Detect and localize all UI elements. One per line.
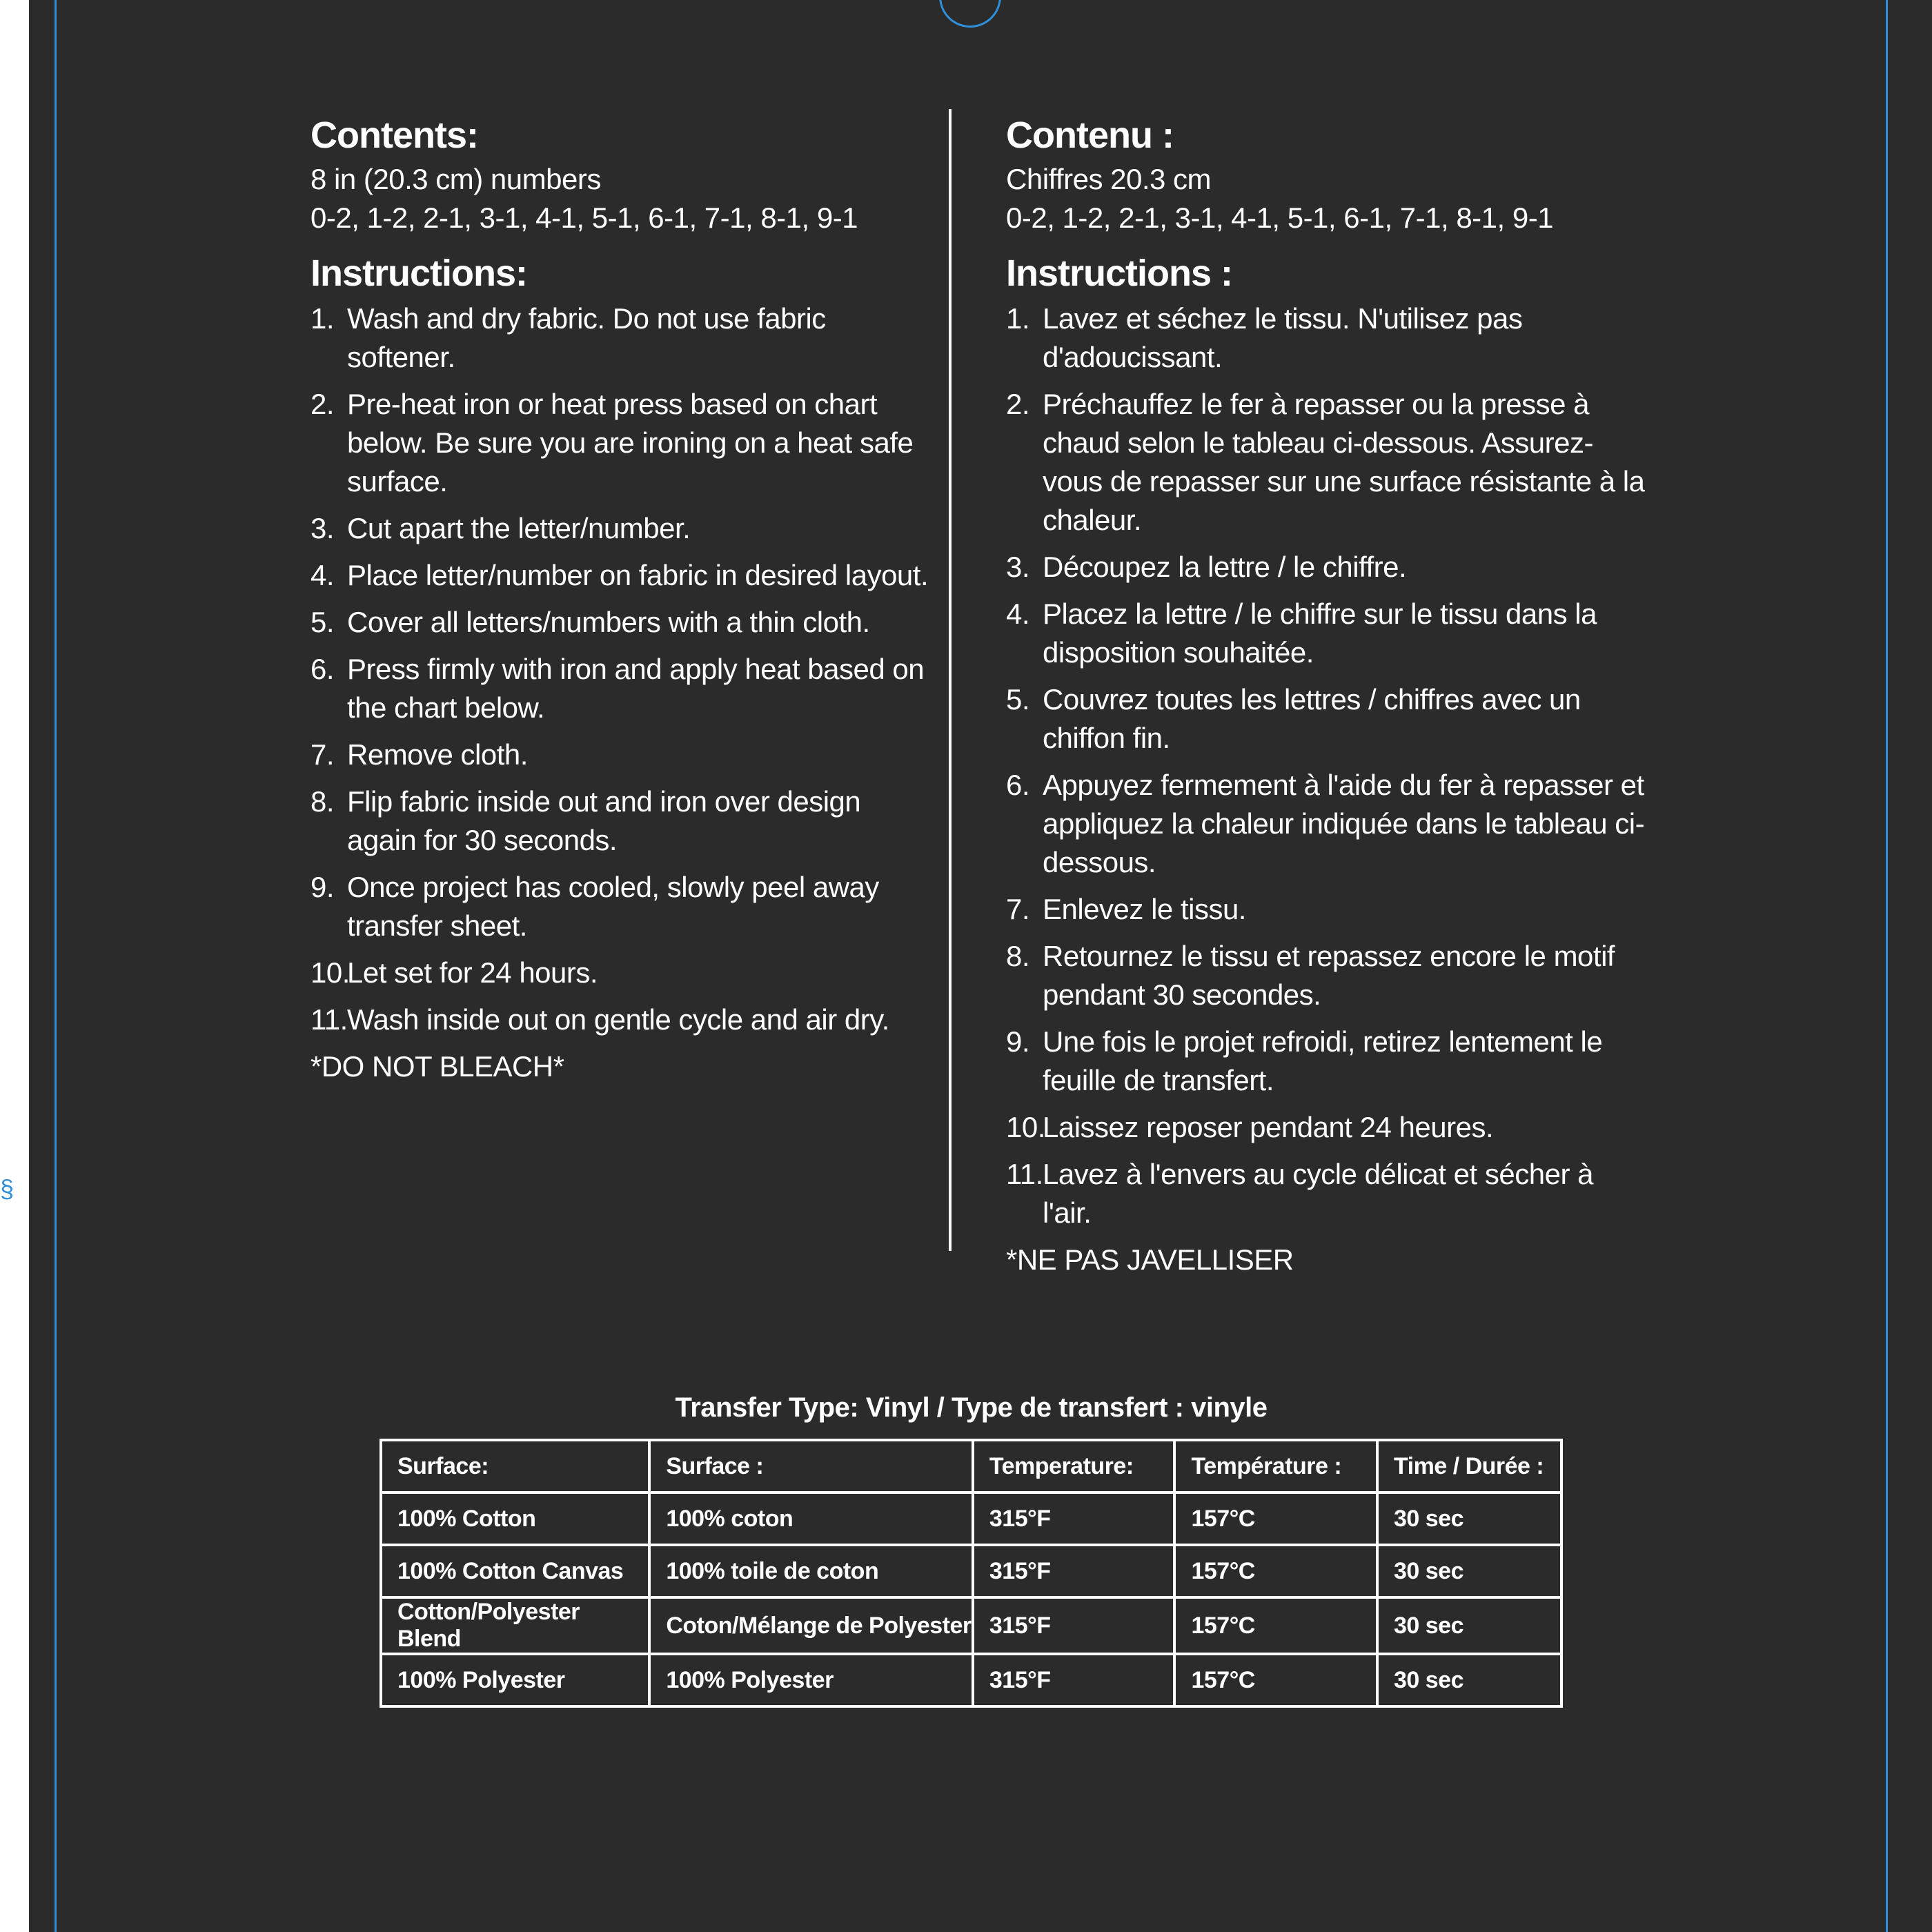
step-text: Appuyez fermement à l'aide du fer à repasser et appliquez la chaleur indiquée dans le tableau ci-dessous. [1043,769,1645,878]
instruction-step [1006,548,1648,586]
step-number: 1. [310,302,335,335]
instructions-heading: Instructions : [1006,253,1233,294]
step-number: 9. [1006,1025,1030,1058]
instruction-step [310,385,931,501]
table-cell: 100% toile de coton [649,1545,973,1597]
transfer-settings-table [379,1439,1563,1708]
contents-line: 8 in (20.3 cm) numbers [310,163,601,195]
table-cell: 315°F [973,1654,1175,1706]
table-row [381,1545,1561,1597]
step-number: 6. [1006,769,1030,801]
instruction-step [1006,890,1648,929]
step-text: Lavez à l'envers au cycle délicat et sécher à l'air. [1043,1158,1593,1229]
table-cell: 30 sec [1377,1597,1561,1654]
contents-line: 0-2, 1-2, 2-1, 3-1, 4-1, 5-1, 6-1, 7-1, 8-1, 9-1 [310,201,858,234]
instruction-step [310,650,931,727]
header-cell: Surface : [649,1440,973,1492]
table-cell: 100% Cotton Canvas [381,1545,649,1597]
step-number: 4. [310,559,335,591]
instruction-step [310,736,931,774]
step-number: 9. [310,871,335,903]
step-text: Let set for 24 hours. [347,956,598,989]
step-text: Remove cloth. [347,738,528,771]
step-text: Lavez et séchez le tissu. N'utilisez pas d'adoucissant. [1043,302,1523,373]
instruction-step [310,1000,931,1039]
table-cell: 100% Cotton [381,1492,649,1545]
table-row [381,1597,1561,1654]
header-cell: Temperature: [973,1440,1175,1492]
step-number: 3. [310,512,335,544]
step-text: Cut apart the letter/number. [347,512,691,544]
step-number: 7. [1006,893,1030,925]
step-text: Placez la lettre / le chiffre sur le tissu dans la disposition souhaitée. [1043,598,1597,669]
step-number: 7. [310,738,335,771]
step-text: Pre-heat iron or heat press based on chart below. Be sure you are ironing on a heat safe surface. [347,388,914,497]
instruction-step [1006,595,1648,672]
table-cell: 30 sec [1377,1654,1561,1706]
table-cell: 157°C [1174,1597,1377,1654]
contents-line: Chiffres 20.3 cm [1006,163,1212,195]
english-column [310,110,931,1086]
step-number: 10. [310,956,350,989]
instruction-step [310,782,931,860]
step-number: 5. [1006,683,1030,716]
left-trim-guide [55,0,57,1932]
instruction-step [310,603,931,642]
contents-line: 0-2, 1-2, 2-1, 3-1, 4-1, 5-1, 6-1, 7-1, 8-1, 9-1 [1006,201,1554,234]
step-number: 10. [1006,1111,1045,1143]
table-cell: 315°F [973,1492,1175,1545]
contents-heading: Contents: [310,115,478,156]
contents-heading: Contenu : [1006,115,1174,156]
step-number: 2. [310,388,335,420]
instruction-step [1006,1155,1648,1232]
instruction-step [1006,299,1648,377]
step-text: Une fois le projet refroidi, retirez lentement le feuille de transfert. [1043,1025,1603,1096]
table-cell: 30 sec [1377,1545,1561,1597]
step-number: 6. [310,653,335,685]
step-text: Préchauffez le fer à repasser ou la presse à chaud selon le tableau ci-dessous. Assurez-vous de repasser sur une surface résistante à la chaleur. [1043,388,1645,536]
instruction-list [310,299,931,1039]
step-text: Laissez reposer pendant 24 heures. [1043,1111,1494,1143]
edge-registration-mark: § [0,1174,14,1203]
step-text: Retournez le tissu et repassez encore le motif pendant 30 secondes. [1043,940,1615,1011]
step-number: 11. [1006,1158,1043,1190]
instruction-step [310,556,931,595]
instruction-step [1006,766,1648,882]
step-text: Cover all letters/numbers with a thin cloth. [347,606,870,638]
step-number: 5. [310,606,335,638]
step-number: 3. [1006,551,1030,583]
table-cell: 100% coton [649,1492,973,1545]
instruction-step [1006,1108,1648,1147]
step-text: Découpez la lettre / le chiffre. [1043,551,1407,583]
table-row [381,1654,1561,1706]
instruction-step [1006,1023,1648,1100]
bleach-warning: *NE PAS JAVELLISER [1006,1243,1294,1276]
column-divider [949,109,952,1251]
instruction-step [310,954,931,992]
instruction-list [1006,299,1648,1232]
table-cell: Cotton/Polyester Blend [381,1597,649,1654]
step-text: Wash and dry fabric. Do not use fabric softener. [347,302,826,373]
table-header-row [381,1440,1561,1492]
step-text: Wash inside out on gentle cycle and air dry. [347,1003,889,1036]
table-cell: Coton/Mélange de Polyester [649,1597,973,1654]
step-text: Once project has cooled, slowly peel away transfer sheet. [347,871,879,942]
step-number: 8. [310,785,335,818]
step-number: 2. [1006,388,1030,420]
header-cell: Surface: [381,1440,649,1492]
table-row [381,1492,1561,1545]
instruction-step [310,509,931,548]
step-number: 8. [1006,940,1030,972]
table-cell: 100% Polyester [649,1654,973,1706]
table-cell: 100% Polyester [381,1654,649,1706]
header-cell: Time / Durée : [1377,1440,1561,1492]
table-cell: 157°C [1174,1492,1377,1545]
french-column [1006,110,1648,1279]
bleach-warning: *DO NOT BLEACH* [310,1050,564,1083]
instruction-step [1006,937,1648,1014]
table-cell: 157°C [1174,1654,1377,1706]
instruction-step [310,299,931,377]
instruction-step [1006,385,1648,540]
step-number: 11. [310,1003,348,1036]
instructions-heading: Instructions: [310,253,528,294]
table-cell: 30 sec [1377,1492,1561,1545]
step-number: 4. [1006,598,1030,630]
step-text: Couvrez toutes les lettres / chiffres avec un chiffon fin. [1043,683,1581,754]
header-cell: Température : [1174,1440,1377,1492]
step-text: Enlevez le tissu. [1043,893,1246,925]
instruction-step [310,868,931,945]
transfer-table-caption: Transfer Type: Vinyl / Type de transfert : vinyle [675,1392,1268,1423]
table-cell: 315°F [973,1545,1175,1597]
step-text: Press firmly with iron and apply heat based on the chart below. [347,653,925,724]
table-cell: 157°C [1174,1545,1377,1597]
instruction-step [1006,680,1648,758]
right-trim-guide [1886,0,1888,1932]
table-cell: 315°F [973,1597,1175,1654]
step-text: Flip fabric inside out and iron over design again for 30 seconds. [347,785,861,856]
step-text: Place letter/number on fabric in desired layout. [347,559,929,591]
step-number: 1. [1006,302,1030,335]
